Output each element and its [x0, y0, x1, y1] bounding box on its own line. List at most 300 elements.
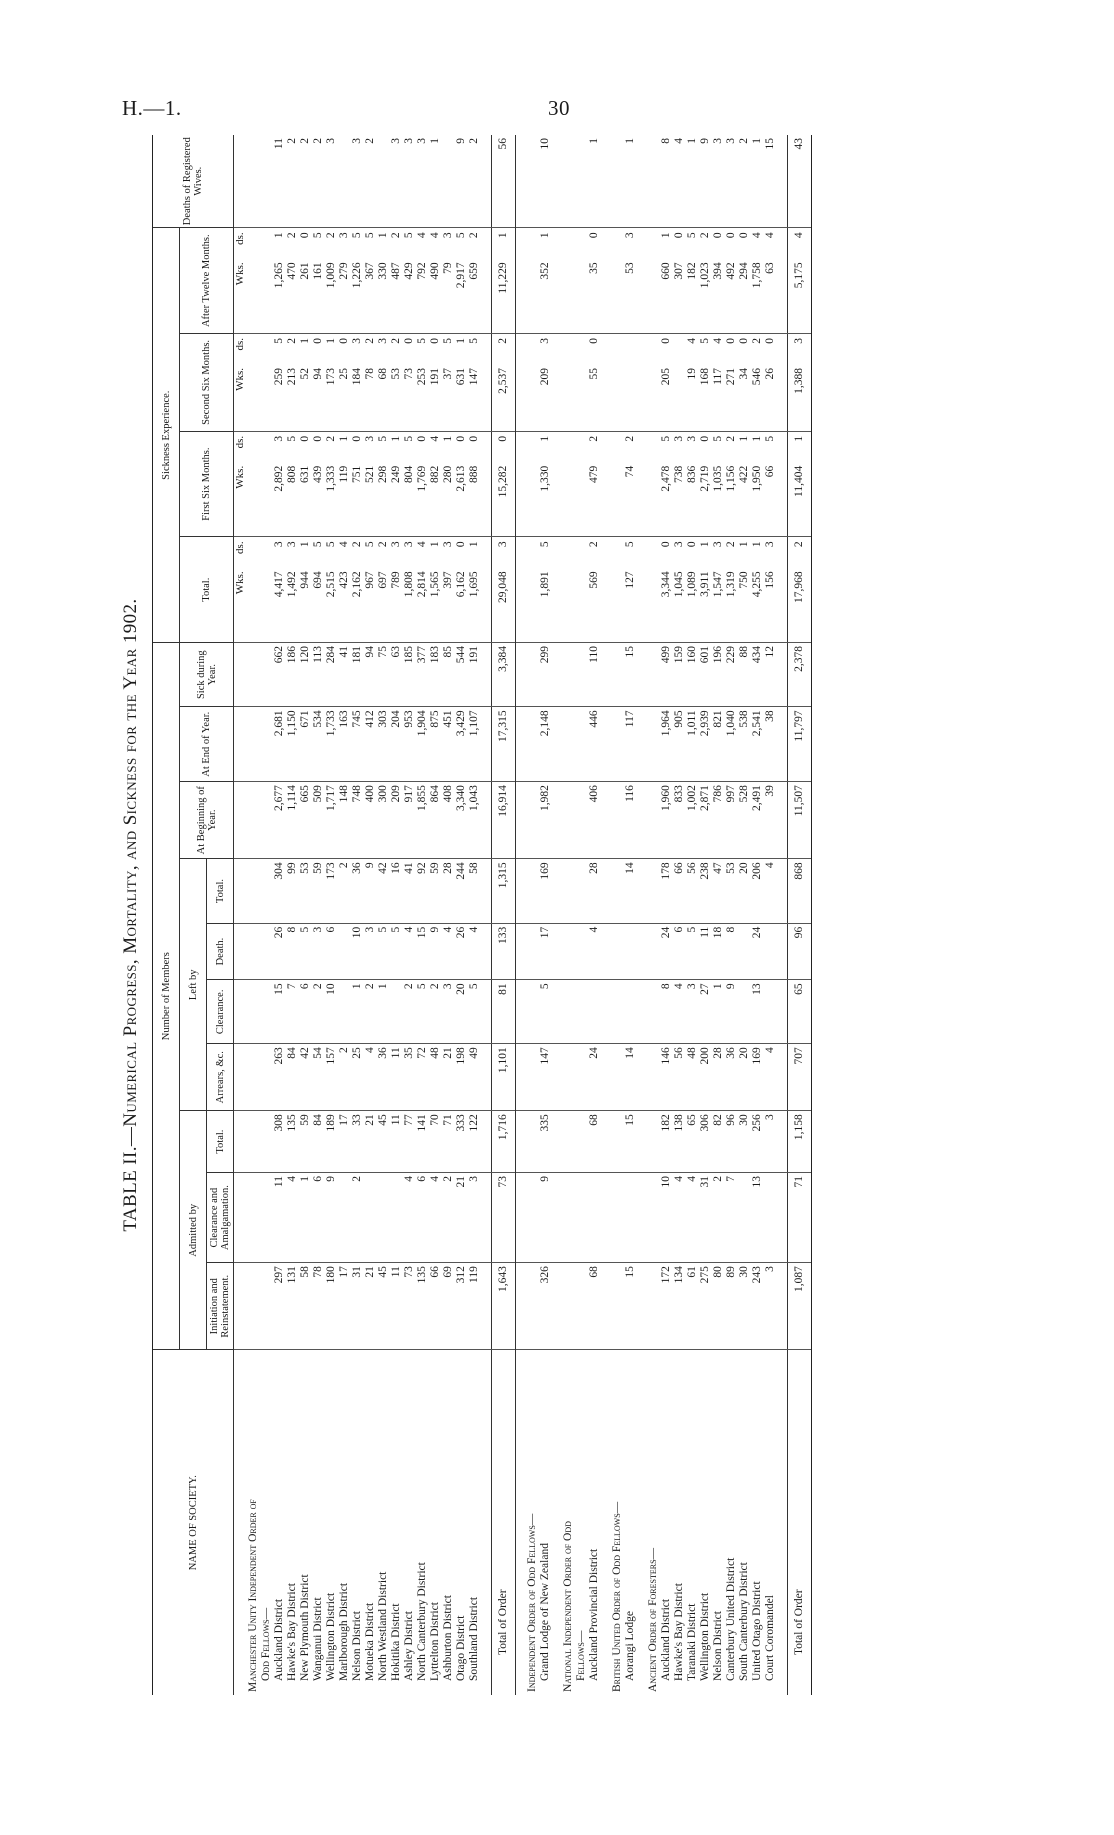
table-cell: 1	[299, 337, 311, 344]
table-cell: 15	[416, 923, 429, 980]
table-cell: 3	[416, 135, 429, 228]
header-sick-during-year: Sick during Year.	[180, 642, 234, 706]
header-left-by: Left by	[180, 859, 207, 1111]
table-cell: 1,904	[416, 707, 429, 782]
table-cell: 72	[416, 1044, 429, 1111]
table-cell: 1,043	[468, 782, 481, 859]
table-cell: 131	[286, 1263, 299, 1350]
table-row	[539, 135, 552, 1695]
table-cell: 206	[751, 859, 764, 923]
table-cell: 1	[455, 337, 467, 344]
table-cell: 917	[403, 782, 416, 859]
table-cell: 10	[351, 923, 364, 980]
table-cell: 54	[312, 1044, 325, 1111]
table-row	[699, 135, 712, 1695]
table-cell: 0	[351, 435, 363, 442]
table-cell: 31	[699, 1173, 712, 1263]
unit-ds: ds.	[234, 337, 246, 351]
table-cell: 200	[699, 1044, 712, 1111]
table-cell: 17	[539, 923, 552, 980]
statistics-table	[152, 135, 812, 1695]
table-cell: 4	[764, 859, 777, 923]
table-cell: 3	[673, 541, 685, 548]
table-cell: 1	[492, 228, 516, 261]
table-cell: 279	[338, 261, 351, 333]
table-cell: 65	[686, 1111, 699, 1173]
table-cell: 665	[299, 782, 312, 859]
table-cell: 3	[624, 232, 636, 239]
table-cell: 184	[351, 367, 364, 431]
table-cell: 1	[686, 135, 699, 228]
table-cell: 3	[403, 135, 416, 228]
table-cell: 0	[699, 435, 711, 442]
table-cell: 5	[377, 923, 390, 980]
table-cell: 31	[351, 1263, 364, 1350]
table-row	[377, 135, 390, 1695]
table-cell: 0	[416, 435, 428, 442]
table-cell	[738, 1173, 751, 1263]
society-name: Ashburton District	[442, 1595, 454, 1681]
table-cell: 280	[442, 465, 455, 537]
table-cell: 492	[725, 261, 738, 333]
table-cell: 1	[351, 980, 364, 1044]
table-cell: 5	[468, 337, 480, 344]
table-cell: 2,162	[351, 570, 364, 642]
table-cell: 2	[468, 232, 480, 239]
table-cell: 263	[273, 1044, 286, 1111]
table-row	[588, 135, 601, 1695]
section-heading-row	[526, 135, 539, 1695]
society-name: Taranaki District	[686, 1603, 698, 1681]
table-cell: 792	[416, 261, 429, 333]
table-cell: 11,507	[788, 782, 812, 859]
table-cell: 394	[712, 261, 725, 333]
society-name: Grand Lodge of New Zealand	[539, 1543, 551, 1681]
table-cell: 30	[738, 1111, 751, 1173]
table-row	[416, 135, 429, 1695]
table-cell: 21	[364, 1111, 377, 1173]
table-cell: 509	[312, 782, 325, 859]
table-row	[764, 135, 777, 1695]
table-cell: 694	[312, 570, 325, 642]
table-cell: 1	[751, 541, 763, 548]
spacer-row	[552, 135, 562, 1695]
table-cell: 26	[273, 923, 286, 980]
table-cell: 335	[539, 1111, 552, 1173]
table-row	[673, 135, 686, 1695]
table-cell: 15	[273, 980, 286, 1044]
table-cell: 11	[273, 1173, 286, 1263]
table-cell: 1,330	[539, 465, 552, 537]
table-cell: 5	[624, 541, 636, 548]
table-row	[338, 135, 351, 1695]
table-cell: 238	[699, 859, 712, 923]
table-cell: 1	[788, 431, 812, 464]
table-cell: 35	[403, 1044, 416, 1111]
header-arrears: Arrears, &c.	[207, 1044, 234, 1111]
table-cell: 3	[686, 435, 698, 442]
table-cell: 3	[764, 541, 776, 548]
table-cell: 63	[764, 261, 777, 333]
table-row	[286, 135, 299, 1695]
table-cell: 1,035	[712, 465, 725, 537]
table-cell: 59	[299, 1111, 312, 1173]
table-cell: 997	[725, 782, 738, 859]
society-name: Hawke's Bay District	[673, 1583, 685, 1681]
table-cell: 53	[390, 367, 403, 431]
table-cell: 2	[588, 541, 600, 548]
table-cell: 30	[738, 1263, 751, 1350]
table-cell: 2	[403, 980, 416, 1044]
table-cell: 5	[416, 337, 428, 344]
table-cell: 2	[377, 541, 389, 548]
table-cell: 41	[403, 859, 416, 923]
table-cell	[764, 923, 777, 980]
table-cell: 20	[738, 1044, 751, 1111]
table-cell: 15	[624, 642, 637, 706]
table-cell: 836	[686, 465, 699, 537]
table-cell: 546	[751, 367, 764, 431]
table-row	[624, 135, 637, 1695]
table-cell: 34	[738, 367, 751, 431]
table-cell: 601	[699, 642, 712, 706]
table-cell: 8	[660, 980, 673, 1044]
table-cell: 7	[725, 1173, 738, 1263]
table-cell: 52	[299, 367, 312, 431]
table-cell: 204	[390, 707, 403, 782]
table-cell: 56	[686, 859, 699, 923]
table-cell: 5	[390, 923, 403, 980]
table-cell: 0	[468, 435, 480, 442]
table-cell	[738, 980, 751, 1044]
table-cell: 69	[442, 1263, 455, 1350]
table-cell: 68	[588, 1111, 601, 1173]
table-cell: 14	[624, 1044, 637, 1111]
table-cell: 3	[492, 537, 516, 570]
table-cell: 400	[364, 782, 377, 859]
table-cell: 303	[377, 707, 390, 782]
table-cell: 80	[712, 1263, 725, 1350]
table-cell: 1,040	[725, 707, 738, 782]
table-cell: 156	[764, 570, 777, 642]
table-cell: 4	[468, 923, 481, 980]
table-cell: 2,681	[273, 707, 286, 782]
table-cell: 20	[455, 980, 468, 1044]
rotated-table-area	[120, 135, 1040, 1695]
table-cell: 63	[390, 642, 403, 706]
table-cell: 6	[673, 923, 686, 980]
header-deaths-wives: Deaths of Registered Wives.	[153, 135, 234, 228]
society-name: Ashley District	[403, 1611, 415, 1681]
table-cell: 119	[338, 465, 351, 537]
table-cell: 117	[624, 707, 637, 782]
table-cell: 1	[539, 435, 551, 442]
table-cell: 209	[390, 782, 403, 859]
table-row	[660, 135, 673, 1695]
table-cell: 56	[673, 1044, 686, 1111]
unit-ds: ds.	[234, 232, 246, 245]
table-cell: 4	[364, 1044, 377, 1111]
table-cell: 3,344	[660, 570, 673, 642]
table-cell: 2,613	[455, 465, 468, 537]
table-cell: 45	[377, 1111, 390, 1173]
table-cell: 5	[416, 980, 429, 1044]
table-cell: 0	[738, 337, 750, 344]
table-cell: 2	[299, 135, 312, 228]
table-row	[364, 135, 377, 1695]
table-row	[390, 135, 403, 1695]
table-cell: 113	[312, 642, 325, 706]
table-cell: 0	[660, 541, 672, 548]
table-cell: 2	[429, 980, 442, 1044]
table-cell: 110	[588, 642, 601, 706]
table-cell: 1,388	[788, 367, 812, 431]
table-cell: 4	[416, 541, 428, 548]
table-cell: 5	[377, 435, 389, 442]
table-cell: 2,537	[492, 367, 516, 431]
table-cell: 3	[338, 232, 350, 239]
table-cell: 1	[442, 435, 454, 442]
table-cell: 68	[588, 1263, 601, 1350]
table-cell: 5	[686, 923, 699, 980]
table-cell: 9	[539, 1173, 552, 1263]
table-cell: 2	[351, 1173, 364, 1263]
table-row	[712, 135, 725, 1695]
society-name: Nelson District	[351, 1611, 363, 1681]
table-cell: 528	[738, 782, 751, 859]
table-cell: 24	[751, 923, 764, 980]
table-cell: 3	[712, 541, 724, 548]
table-cell: 4	[686, 337, 698, 344]
table-cell: 28	[588, 859, 601, 923]
table-cell: 3	[273, 435, 285, 442]
table-cell: 3	[390, 541, 402, 548]
table-cell: 751	[351, 465, 364, 537]
header-second-six-months: Second Six Months.	[180, 333, 234, 431]
table-cell: 1,717	[325, 782, 338, 859]
table-cell: 41	[338, 642, 351, 706]
table-cell: 17,968	[788, 570, 812, 642]
table-cell: 490	[429, 261, 442, 333]
table-cell: 73	[403, 367, 416, 431]
spacer-row	[637, 135, 647, 1695]
table-cell: 1,733	[325, 707, 338, 782]
table-cell: 5	[364, 232, 376, 239]
table-cell: 61	[686, 1263, 699, 1350]
table-cell: 5,175	[788, 261, 812, 333]
table-cell: 4	[712, 337, 724, 344]
table-cell: 499	[660, 642, 673, 706]
table-cell: 0	[312, 435, 324, 442]
table-cell: 11	[390, 1111, 403, 1173]
table-cell: 2	[725, 435, 737, 442]
table-cell: 161	[312, 261, 325, 333]
table-cell: 42	[377, 859, 390, 923]
table-cell: 4	[338, 541, 350, 548]
table-cell: 5	[364, 541, 376, 548]
table-cell: 11,797	[788, 707, 812, 782]
table-cell: 6	[312, 1173, 325, 1263]
header-number-of-members: Number of Members	[153, 642, 180, 1349]
table-cell: 422	[738, 465, 751, 537]
table-cell: 15	[624, 1111, 637, 1173]
table-cell: 786	[712, 782, 725, 859]
table-cell: 864	[429, 782, 442, 859]
table-cell: 4	[588, 923, 601, 980]
table-cell: 1	[299, 1173, 312, 1263]
table-cell: 71	[442, 1111, 455, 1173]
table-cell: 0	[299, 435, 311, 442]
table-cell	[624, 1173, 637, 1263]
table-cell: 446	[588, 707, 601, 782]
table-cell: 99	[286, 859, 299, 923]
section-heading-row	[562, 135, 575, 1695]
table-cell	[338, 1173, 351, 1263]
unit-wks: Wks.	[234, 367, 248, 431]
section-heading-row	[247, 135, 260, 1695]
table-cell: 213	[286, 367, 299, 431]
table-cell	[764, 980, 777, 1044]
table-cell: 6	[416, 1173, 429, 1263]
table-cell: 0	[403, 337, 415, 344]
table-cell: 178	[660, 859, 673, 923]
table-cell: 307	[673, 261, 686, 333]
table-cell: 13	[751, 980, 764, 1044]
table-cell: 2	[286, 232, 298, 239]
table-cell: 789	[390, 570, 403, 642]
table-cell: 967	[364, 570, 377, 642]
table-cell: 8	[286, 923, 299, 980]
society-name: North Westland District	[377, 1571, 389, 1681]
table-cell: 45	[377, 1263, 390, 1350]
table-cell: 28	[442, 859, 455, 923]
table-cell: 2	[492, 333, 516, 366]
table-cell: 367	[364, 261, 377, 333]
table-cell	[390, 980, 403, 1044]
table-cell: 569	[588, 570, 601, 642]
header-admitted-by: Admitted by	[180, 1111, 207, 1350]
table-cell: 1,226	[351, 261, 364, 333]
table-cell: 75	[377, 642, 390, 706]
society-name: Canterbury United District	[725, 1557, 737, 1681]
table-cell: 42	[299, 1044, 312, 1111]
table-cell: 0	[738, 232, 750, 239]
table-cell: 14	[624, 859, 637, 923]
table-cell: 1,319	[725, 570, 738, 642]
table-cell: 0	[455, 541, 467, 548]
table-cell: 944	[299, 570, 312, 642]
table-cell: 9	[725, 980, 738, 1044]
table-cell: 3,911	[699, 570, 712, 642]
table-cell: 261	[299, 261, 312, 333]
table-cell: 1,643	[492, 1263, 516, 1350]
table-cell: 3	[351, 337, 363, 344]
table-cell: 244	[455, 859, 468, 923]
table-cell: 47	[712, 859, 725, 923]
table-cell: 36	[377, 1044, 390, 1111]
table-cell: 19	[686, 367, 699, 431]
table-cell: 148	[338, 782, 351, 859]
table-cell: 182	[660, 1111, 673, 1173]
header-clearance: Clearance.	[207, 980, 234, 1044]
table-cell	[442, 135, 455, 228]
table-cell: 229	[725, 642, 738, 706]
table-cell: 116	[624, 782, 637, 859]
table-cell: 169	[751, 1044, 764, 1111]
spacer-row	[777, 135, 788, 1695]
table-cell: 804	[403, 465, 416, 537]
table-cell: 821	[712, 707, 725, 782]
table-cell: 4	[442, 923, 455, 980]
table-cell: 905	[673, 707, 686, 782]
table-cell: 1,158	[788, 1111, 812, 1173]
table-cell: 868	[788, 859, 812, 923]
table-title-text: Numerical Progress, Mortality, and Sickness for the Year 1902.	[120, 598, 141, 1127]
table-cell: 1,114	[286, 782, 299, 859]
table-row	[299, 135, 312, 1695]
table-cell: 1,964	[660, 707, 673, 782]
table-cell: 3	[364, 923, 377, 980]
table-cell: 96	[725, 1111, 738, 1173]
table-cell: 66	[429, 1263, 442, 1350]
table-cell: 745	[351, 707, 364, 782]
table-cell: 631	[299, 465, 312, 537]
table-cell: 4	[788, 228, 812, 261]
table-cell: 0	[588, 337, 600, 344]
table-cell: 3	[764, 1111, 777, 1173]
table-cell: 127	[624, 570, 637, 642]
table-cell: 4	[673, 980, 686, 1044]
table-cell: 78	[312, 1263, 325, 1350]
table-cell: 2,917	[455, 261, 468, 333]
table-cell: 17,315	[492, 707, 516, 782]
table-cell: 1,492	[286, 570, 299, 642]
table-cell: 2	[364, 135, 377, 228]
table-cell: 94	[364, 642, 377, 706]
table-cell: 748	[351, 782, 364, 859]
table-cell: 11	[390, 1263, 403, 1350]
table-cell: 0	[492, 431, 516, 464]
table-cell: 5	[312, 232, 324, 239]
table-cell: 11,404	[788, 465, 812, 537]
table-cell	[588, 1173, 601, 1263]
table-cell: 534	[312, 707, 325, 782]
table-cell: 4	[751, 232, 763, 239]
table-cell: 24	[660, 923, 673, 980]
table-cell: 2	[725, 541, 737, 548]
table-cell: 256	[751, 1111, 764, 1173]
table-cell: 160	[686, 642, 699, 706]
table-cell: 2,148	[539, 707, 552, 782]
header-sickness-experience: Sickness Experience.	[153, 228, 180, 643]
table-cell: 4	[429, 232, 441, 239]
table-cell: 16	[390, 859, 403, 923]
table-cell: 3	[442, 980, 455, 1044]
table-cell: 66	[764, 465, 777, 537]
table-cell: 0	[429, 337, 441, 344]
table-cell: 53	[299, 859, 312, 923]
table-cell: 81	[492, 980, 516, 1044]
table-cell: 3	[673, 435, 685, 442]
table-cell: 3,429	[455, 707, 468, 782]
table-cell: 209	[539, 367, 552, 431]
table-cell: 2,677	[273, 782, 286, 859]
table-cell: 48	[686, 1044, 699, 1111]
table-cell: 1	[273, 232, 285, 239]
table-cell: 3,340	[455, 782, 468, 859]
table-cell: 2,871	[699, 782, 712, 859]
society-name: Court Coromandel	[764, 1595, 776, 1681]
